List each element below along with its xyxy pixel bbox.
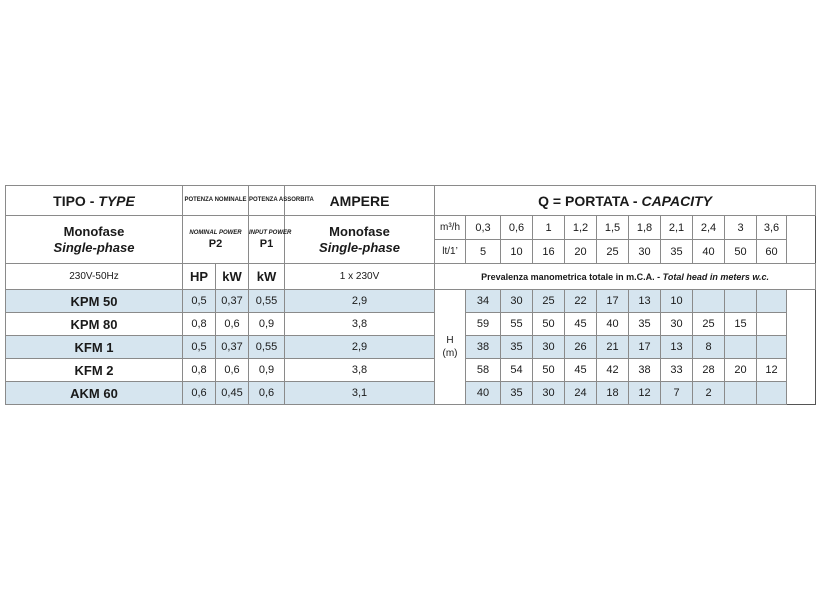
head-value: 7	[661, 382, 693, 405]
head-value: 30	[533, 382, 565, 405]
flow-m3h: 2,4	[693, 216, 725, 240]
hp-value: 0,5	[183, 336, 216, 359]
kw-value: 0,45	[216, 382, 249, 405]
head-value: 24	[565, 382, 597, 405]
head-value: 34	[466, 290, 501, 313]
head-value: 25	[533, 290, 565, 313]
head-value: 33	[661, 359, 693, 382]
ampere-header: AMPERE	[285, 186, 435, 216]
phase-cell: Monofase Single-phase	[6, 216, 183, 264]
head-value: 35	[501, 336, 533, 359]
head-value: 40	[597, 313, 629, 336]
hp-value: 0,5	[183, 290, 216, 313]
head-value: 26	[565, 336, 597, 359]
ampere-voltage: 1 x 230V	[285, 264, 435, 290]
head-value: 50	[533, 359, 565, 382]
head-value: 30	[501, 290, 533, 313]
head-note: Prevalenza manometrica totale in m.C.A. - Total head in meters w.c.	[435, 264, 816, 290]
head-value: 35	[629, 313, 661, 336]
head-value: 35	[501, 382, 533, 405]
head-value	[757, 382, 787, 405]
head-value: 12	[629, 382, 661, 405]
p1-value: 0,55	[249, 290, 285, 313]
ampere-value: 3,1	[285, 382, 435, 405]
p1-value: 0,6	[249, 382, 285, 405]
head-value: 50	[533, 313, 565, 336]
head-value: 42	[597, 359, 629, 382]
type-header: TIPO - TYPE	[6, 186, 183, 216]
head-value	[757, 313, 787, 336]
head-value: 18	[597, 382, 629, 405]
kw-value: 0,37	[216, 336, 249, 359]
model-name: KFM 2	[6, 359, 183, 382]
flow-lt: 10	[501, 240, 533, 264]
hp-value: 0,8	[183, 359, 216, 382]
flow-m3h: 3	[725, 216, 757, 240]
head-value: 21	[597, 336, 629, 359]
flow-lt: 50	[725, 240, 757, 264]
lt-label: lt/1’	[435, 240, 466, 264]
head-value: 2	[693, 382, 725, 405]
head-value: 20	[725, 359, 757, 382]
head-value: 58	[466, 359, 501, 382]
kw-value: 0,6	[216, 359, 249, 382]
kw-value: 0,37	[216, 290, 249, 313]
ampere-value: 3,8	[285, 359, 435, 382]
head-value	[757, 290, 787, 313]
head-value: 10	[661, 290, 693, 313]
model-name: KPM 80	[6, 313, 183, 336]
capacity-header: Q = PORTATA - CAPACITY	[435, 186, 816, 216]
head-value: 17	[629, 336, 661, 359]
voltage-label: 230V-50Hz	[6, 264, 183, 290]
flow-lt: 35	[661, 240, 693, 264]
flow-lt: 25	[597, 240, 629, 264]
flow-m3h: 3,6	[757, 216, 787, 240]
flow-m3h: 1,2	[565, 216, 597, 240]
pump-spec-table	[5, 185, 816, 405]
head-value: 30	[533, 336, 565, 359]
head-value: 8	[693, 336, 725, 359]
head-value: 15	[725, 313, 757, 336]
head-value: 59	[466, 313, 501, 336]
flow-m3h: 1,8	[629, 216, 661, 240]
flow-lt: 20	[565, 240, 597, 264]
p1-value: 0,9	[249, 313, 285, 336]
head-value: 40	[466, 382, 501, 405]
head-value: 54	[501, 359, 533, 382]
p1-value: 0,9	[249, 359, 285, 382]
nominal-power-title: POTENZA NOMINALE	[183, 186, 249, 216]
head-value: 13	[661, 336, 693, 359]
head-unit-label: H (m)	[435, 290, 466, 405]
hp-header: HP	[183, 264, 216, 290]
head-value: 28	[693, 359, 725, 382]
flow-m3h: 1	[533, 216, 565, 240]
ampere-phase-cell: Monofase Single-phase	[285, 216, 435, 264]
flow-lt: 30	[629, 240, 661, 264]
kw-value: 0,6	[216, 313, 249, 336]
head-value: 45	[565, 313, 597, 336]
head-value	[725, 336, 757, 359]
head-value: 38	[466, 336, 501, 359]
input-power-title: POTENZA ASSORBITA	[249, 186, 285, 216]
head-value	[725, 382, 757, 405]
model-name: KFM 1	[6, 336, 183, 359]
model-name: AKM 60	[6, 382, 183, 405]
kw-header: kW	[216, 264, 249, 290]
ampere-value: 2,9	[285, 336, 435, 359]
flow-m3h: 0,3	[466, 216, 501, 240]
head-value: 45	[565, 359, 597, 382]
model-name: KPM 50	[6, 290, 183, 313]
flow-m3h: 2,1	[661, 216, 693, 240]
flow-lt: 60	[757, 240, 787, 264]
ampere-value: 3,8	[285, 313, 435, 336]
hp-value: 0,8	[183, 313, 216, 336]
head-value	[693, 290, 725, 313]
flow-m3h: 0,6	[501, 216, 533, 240]
ampere-value: 2,9	[285, 290, 435, 313]
flow-lt: 16	[533, 240, 565, 264]
head-value: 55	[501, 313, 533, 336]
nominal-power-cell: NOMINAL POWER P2	[183, 216, 249, 264]
head-value: 12	[757, 359, 787, 382]
p1-kw-header: kW	[249, 264, 285, 290]
p1-value: 0,55	[249, 336, 285, 359]
flow-lt: 5	[466, 240, 501, 264]
head-value: 30	[661, 313, 693, 336]
head-value: 13	[629, 290, 661, 313]
head-value: 22	[565, 290, 597, 313]
hp-value: 0,6	[183, 382, 216, 405]
head-value: 17	[597, 290, 629, 313]
flow-lt: 40	[693, 240, 725, 264]
head-value	[757, 336, 787, 359]
input-power-cell: INPUT POWER P1	[249, 216, 285, 264]
head-value	[725, 290, 757, 313]
m3h-label: m³/h	[435, 216, 466, 240]
flow-m3h: 1,5	[597, 216, 629, 240]
head-value: 25	[693, 313, 725, 336]
head-value: 38	[629, 359, 661, 382]
